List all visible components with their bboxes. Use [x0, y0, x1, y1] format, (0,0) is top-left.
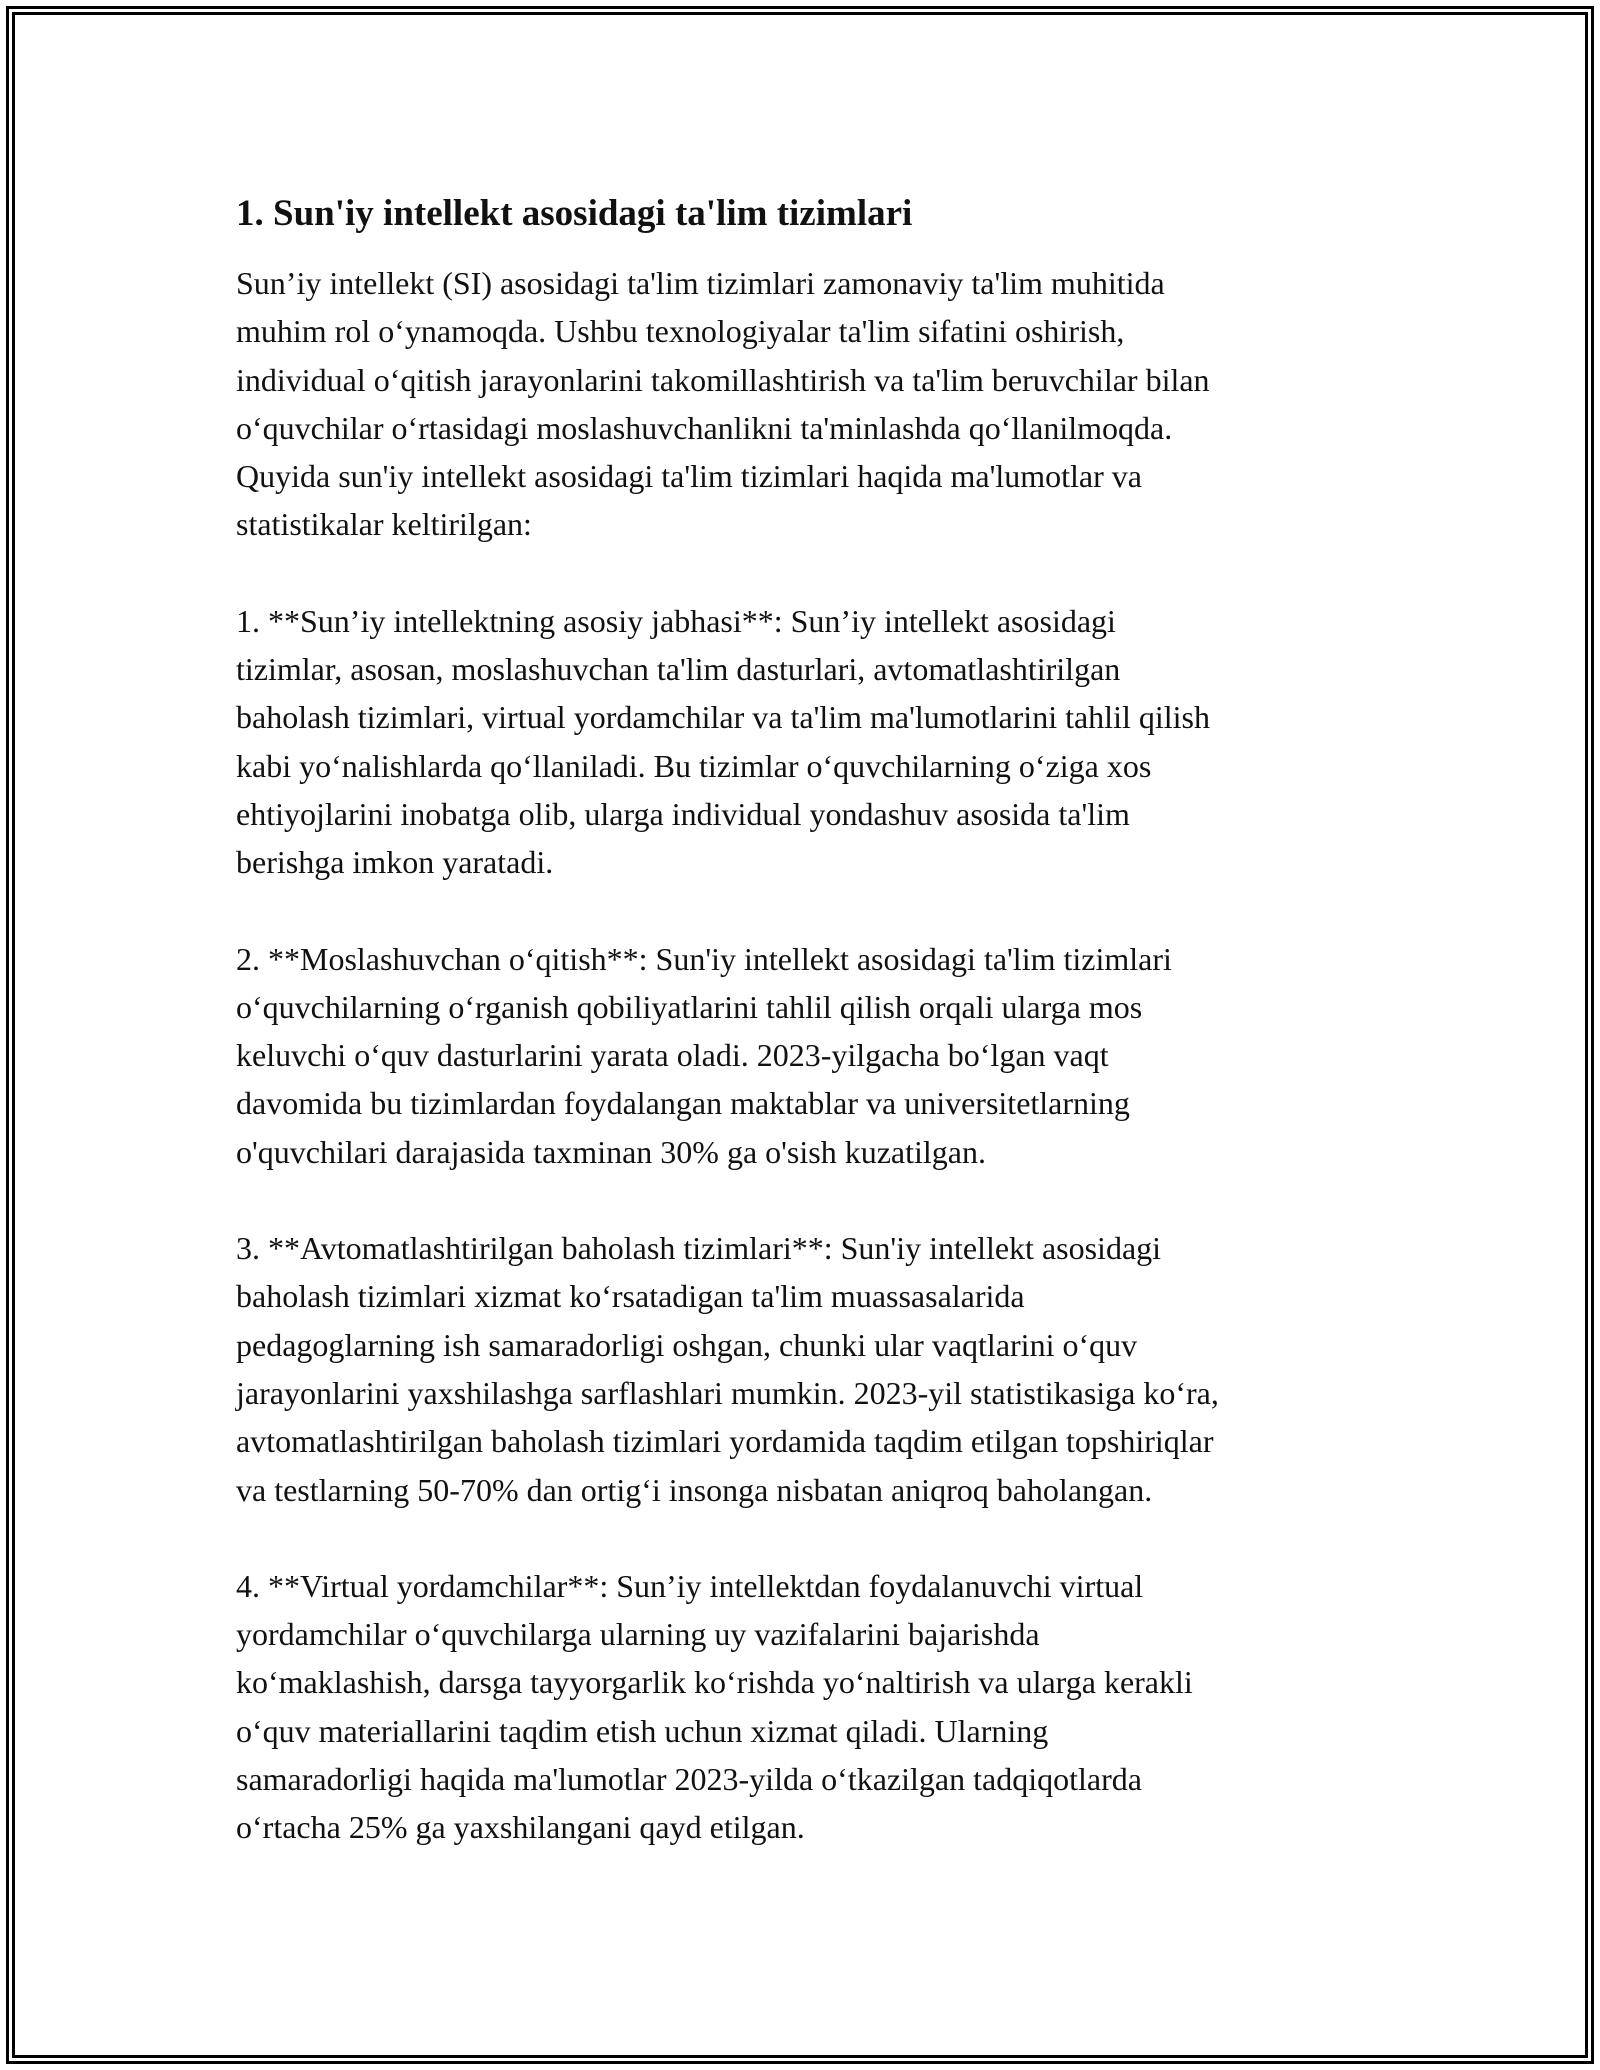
paragraph-line: o‘rtacha 25% ga yaxshilangani qayd etilgan.	[236, 1809, 805, 1846]
paragraph-line: o‘quvchilar o‘rtasidagi moslashuvchanlikni ta'minlashda qo‘llanilmoqda.	[236, 409, 1173, 446]
paragraph-line: avtomatlashtirilgan baholash tizimlari yordamida taqdim etilgan topshiriqlar	[236, 1423, 1214, 1460]
paragraph-line: yordamchilar o‘quvchilarga ularning uy vazifalarini bajarishda	[236, 1616, 1040, 1653]
paragraph-line: Quyida sun'iy intellekt asosidagi ta'lim tizimlari haqida ma'lumotlar va	[236, 458, 1142, 495]
paragraph-4	[236, 1224, 1376, 1514]
paragraph-line: keluvchi o‘quv dasturlarini yarata oladi. 2023-yilgacha bo‘lgan vaqt	[236, 1037, 1109, 1074]
paragraph-line: Sun’iy intellekt (SI) asosidagi ta'lim tizimlari zamonaviy ta'lim muhitida	[236, 265, 1165, 301]
paragraph-line: kabi yo‘nalishlarda qo‘llaniladi. Bu tizimlar o‘quvchilarning o‘ziga xos	[236, 747, 1152, 784]
paragraph-line: muhim rol o‘ynamoqda. Ushbu texnologiyalar ta'lim sifatini oshirish,	[236, 313, 1125, 350]
paragraph-line: pedagoglarning ish samaradorligi oshgan, chunki ular vaqtlarini o‘quv	[236, 1326, 1138, 1363]
paragraph-line: ehtiyojlarini inobatga olib, ularga individual yondashuv asosida ta'lim	[236, 795, 1130, 832]
paragraph-line: 3. **Avtomatlashtirilgan baholash tizimlari**: Sun'iy intellekt asosidagi	[236, 1230, 1162, 1267]
paragraph-line: o'quvchilari darajasida taxminan 30% ga o'sish kuzatilgan.	[236, 1133, 986, 1170]
document-title: 1. Sun'iy intellekt asosidagi ta'lim tizimlari	[236, 193, 913, 234]
paragraph-line: baholash tizimlari, virtual yordamchilar va ta'lim ma'lumotlarini tahlil qilish	[236, 699, 1210, 736]
paragraph-line: 2. **Moslashuvchan o‘qitish**: Sun'iy intellekt asosidagi ta'lim tizimlari	[236, 940, 1172, 977]
paragraph-line: va testlarning 50-70% dan ortig‘i insonga nisbatan aniqroq baholangan.	[236, 1471, 1153, 1508]
paragraph-line: tizimlar, asosan, moslashuvchan ta'lim dasturlari, avtomatlashtirilgan	[236, 651, 1121, 688]
paragraph-2	[236, 597, 1376, 887]
paragraph-1	[236, 259, 1376, 549]
paragraph-line: 4. **Virtual yordamchilar**: Sun’iy intellektdan foydalanuvchi virtual	[236, 1567, 1144, 1604]
paragraph-line: ko‘maklashish, darsga tayyorgarlik ko‘rishda yo‘naltirish va ularga kerakli	[236, 1664, 1193, 1701]
paragraph-line: o‘quvchilarning o‘rganish qobiliyatlarini tahlil qilish orqali ularga mos	[236, 988, 1143, 1025]
paragraph-line: jarayonlarini yaxshilashga sarflashlari mumkin. 2023-yil statistikasiga ko‘ra,	[236, 1374, 1219, 1411]
paragraph-list	[236, 259, 1376, 1852]
paragraph-3	[236, 935, 1376, 1176]
paragraph-line: davomida bu tizimlardan foydalangan maktablar va universitetlarning	[236, 1085, 1130, 1122]
paragraph-line: o‘quv materiallarini taqdim etish uchun xizmat qiladi. Ularning	[236, 1712, 1049, 1749]
paragraph-line: berishga imkon yaratadi.	[236, 844, 554, 881]
paragraph-line: baholash tizimlari xizmat ko‘rsatadigan ta'lim muassasalarida	[236, 1278, 1025, 1315]
paragraph-line: samaradorligi haqida ma'lumotlar 2023-yilda o‘tkazilgan tadqiqotlarda	[236, 1761, 1142, 1798]
document-body	[236, 188, 1376, 1900]
paragraph-line: statistikalar keltirilgan:	[236, 506, 532, 543]
paragraph-5	[236, 1562, 1376, 1852]
paragraph-line: individual o‘qitish jarayonlarini takomillashtirish va ta'lim beruvchilar bilan	[236, 361, 1210, 398]
paragraph-line: 1. **Sun’iy intellektning asosiy jabhasi**: Sun’iy intellekt asosidagi	[236, 602, 1116, 639]
